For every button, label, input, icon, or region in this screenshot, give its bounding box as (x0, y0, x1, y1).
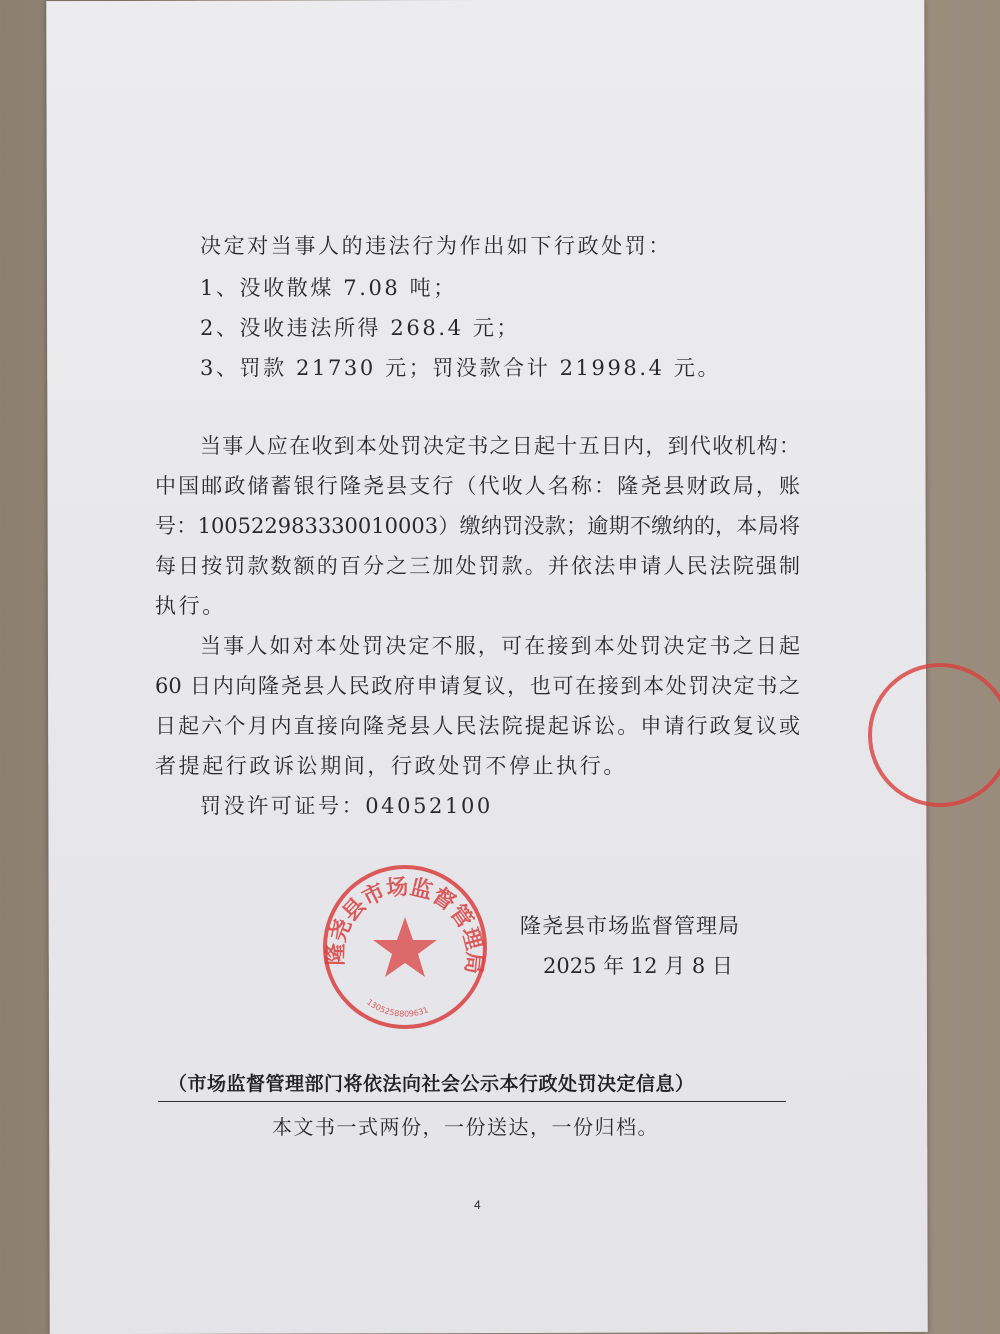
appeal-line: 60 日内向隆尧县人民政府申请复议，也可在接到本处罚决定书之 (155, 674, 800, 698)
penalty-item: 3、罚款 21730 元；罚没款合计 21998.4 元。 (200, 356, 722, 380)
payment-line: 当事人应在收到本处罚决定书之日起十五日内，到代收机构： (200, 434, 800, 458)
penalty-item: 2、没收违法所得 268.4 元； (200, 316, 521, 340)
payment-line: 中国邮政储蓄银行隆尧县支行（代收人名称：隆尧县财政局，账 (155, 474, 800, 498)
issuer-name: 隆尧县市场监督管理局 (520, 914, 740, 938)
seal-text: 隆尧县市场监督管理局 (323, 874, 487, 976)
copies-note: 本文书一式两份，一份送达，一份归档。 (272, 1115, 659, 1139)
decision-intro: 决定对当事人的违法行为作出如下行政处罚： (200, 234, 672, 258)
appeal-line: 者提起行政诉讼期间，行政处罚不停止执行。 (155, 754, 627, 778)
svg-text:1305258809631 (365, 997, 430, 1018)
partial-seal-stamp (850, 660, 1000, 810)
divider (158, 1101, 786, 1102)
page-number: 4 (474, 1198, 481, 1212)
appeal-line: 日起六个月内直接向隆尧县人民法院提起诉讼。申请行政复议或 (155, 714, 800, 738)
payment-line: 每日按罚款数额的百分之三加处罚款。并依法申请人民法院强制 (155, 554, 800, 578)
seal-code: 1305258809631 (365, 997, 430, 1019)
official-seal-stamp (320, 862, 490, 1032)
payment-line: 号：100522983330010003）缴纳罚没款；逾期不缴纳的，本局将 (155, 514, 800, 538)
public-disclosure-notice: （市场监督管理部门将依法向社会公示本行政处罚决定信息） (168, 1073, 695, 1095)
penalty-item: 1、没收散煤 7.08 吨； (200, 276, 457, 300)
appeal-line: 当事人如对本处罚决定不服，可在接到本处罚决定书之日起 (200, 634, 800, 658)
payment-line: 执行。 (155, 594, 226, 618)
issue-date: 2025 年 12 月 8 日 (543, 954, 733, 978)
license-number: 罚没许可证号：04052100 (200, 794, 493, 818)
